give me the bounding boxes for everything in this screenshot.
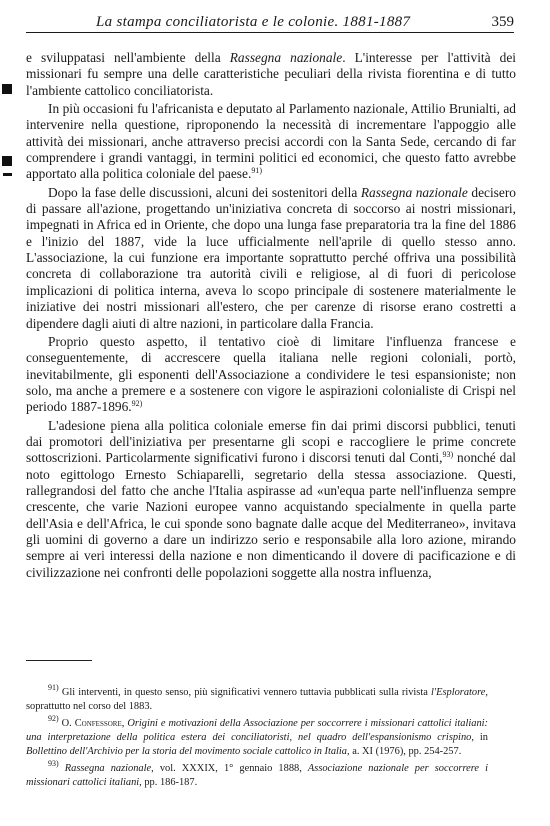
text-run: , pp. 186-187. xyxy=(139,777,198,788)
text-run: , soprattutto nel corso del 1883. xyxy=(26,687,488,712)
text-run: , a. XI (1976), pp. 254-257. xyxy=(347,746,462,757)
footnote xyxy=(26,759,488,790)
paragraph xyxy=(26,185,516,332)
page-number: 359 xyxy=(491,14,514,30)
footnote-number: 93) xyxy=(48,759,59,768)
journal-title: Rassegna nazionale xyxy=(64,763,152,774)
footnote xyxy=(26,714,488,759)
text-run: O. xyxy=(58,718,75,729)
margin-mark xyxy=(2,156,12,166)
footnote xyxy=(26,683,488,714)
text-run: Dopo la fase delle discussioni, alcuni dei sostenitori della xyxy=(48,184,361,200)
text-run: . L'interesse per l'attività dei missionari fu sempre una delle caratteristiche peculiari della rivista fiorentina e di tutto l'ambiente cattolico conciliatorista. xyxy=(26,50,517,98)
footnote-ref[interactable]: 91) xyxy=(251,166,262,176)
article-title: Associazione nazionale per soccorrere i missionari cattolici italiani xyxy=(26,763,488,788)
text-run: , vol. XXXIX, 1° gennaio 1888, xyxy=(151,763,308,774)
footnote-number: 92) xyxy=(48,714,59,723)
footnote-ref[interactable]: 92) xyxy=(131,399,143,409)
journal-title: Rassegna nazionale xyxy=(360,184,468,200)
text-run: Proprio questo aspetto, il tentativo cioè di limitare l'influenza francese e conseguentemente, di accrescere quella italiana nelle regioni coloniali, portò, inevitabilmente, gli esponenti dell'Associazione a condividere le tesi espansioniste; non solo, ma anche a premere e a sostenere con vigore le aspirazioni colonialiste di Crispi nel periodo 1887-1896. xyxy=(26,333,516,415)
margin-mark xyxy=(3,173,12,176)
text-run: In più occasioni fu l'africanista e deputato al Parlamento nazionale, Attilio Brunialti, ad intervenire nella questione, riproponendo la necessità di incrementare l'appoggio alle attività dei missionari, anche attraverso precisi accordi con la Santa Sede, cercando di far comprendere i grandi vantaggi, in termini politici ed economici, che questo fatto avrebbe apportato alla politica coloniale del paese. xyxy=(26,101,516,182)
text-run: , in xyxy=(471,732,488,743)
running-header xyxy=(26,14,514,33)
paragraph xyxy=(26,418,516,581)
footnotes xyxy=(26,683,488,793)
text-run: decisero di passare all'azione, progettando un'iniziativa concreta di soccorso ai nostri missionari, impegnati in Africa ed in Oriente, che dopo una lunga fase preparatoria tra la fine del 1886 e l'inizio del 1887, vide la luce ufficialmente nell'aprile di quello stesso anno. L'associazione, la cui funzione era importante soprattutto perché offriva una possibilità concreta di collaborazione tra autorità civili e religiose, al di fuori di pericolose implicazioni di politica interna, aveva lo scopo principale di sostenere materialmente le iniziative dei nostri missionari all'estero, che per carenze di risorse erano costretti a dipendere dagli aiuti di altre nazioni, in particolare dalla Francia. xyxy=(26,184,516,331)
footnote-separator xyxy=(26,660,92,661)
text-run: e sviluppatasi nell'ambiente della xyxy=(26,50,230,65)
author-name: Confessore xyxy=(74,718,122,729)
footnote-number: 91) xyxy=(48,683,59,692)
journal-title: l'Esploratore xyxy=(431,687,486,698)
footnote-ref[interactable]: 93) xyxy=(442,450,454,460)
running-title: La stampa conciliatorista e le colonie. 1881-1887 xyxy=(96,14,411,30)
article-title: Origini e motivazioni della Associazione per soccorrere i missionari cattolici italiani: una interpretazione della politica estera dei conciliatoristi, nel quadro dell'espansionismo crispino xyxy=(26,718,488,743)
text-run: L'adesione piena alla politica coloniale emerse fin dai primi discorsi pubblici, tenuti dai promotori dell'iniziativa per presentarne gli scopi e raccogliere le prime concrete sottoscrizioni. Particolarmente significativi furono i discorsi tenuti dal Conti, xyxy=(26,417,516,466)
main-text xyxy=(26,50,516,581)
paragraph xyxy=(26,101,516,183)
paragraph xyxy=(26,334,516,416)
text-run: nonché dal noto egittologo Ernesto Schiaparelli, segretario della stessa associazione. Questi, rallegrandosi del fatto che anche l'Italia aspirasse ad «un'equa parte nell'influenza sempre crescente, che varie Nazioni europee vanno acquistando specialmente in quella parte dell'Asia e dell'Africa, le cui sponde sono bagnate dalle acque del Mediterraneo», invitava gli uomini di governo a dare un indirizzo serio e responsabile alla loro azione, mirando sempre ai veri interessi della nazione e non dimenticando il dovere di pacificazione e di civilizzazione nei confronti delle popolazioni soggette alla nostra influenza, xyxy=(26,450,516,580)
journal-title: Rassegna nazionale xyxy=(229,50,343,65)
margin-mark xyxy=(2,84,12,94)
text-run: Gli interventi, in questo senso, più significativi vennero tuttavia pubblicati sulla rivista xyxy=(58,687,432,698)
paragraph xyxy=(26,50,516,99)
text-run: , xyxy=(121,718,128,729)
journal-title: Bollettino dell'Archivio per la storia del movimento sociale cattolico in Italia xyxy=(26,746,348,757)
